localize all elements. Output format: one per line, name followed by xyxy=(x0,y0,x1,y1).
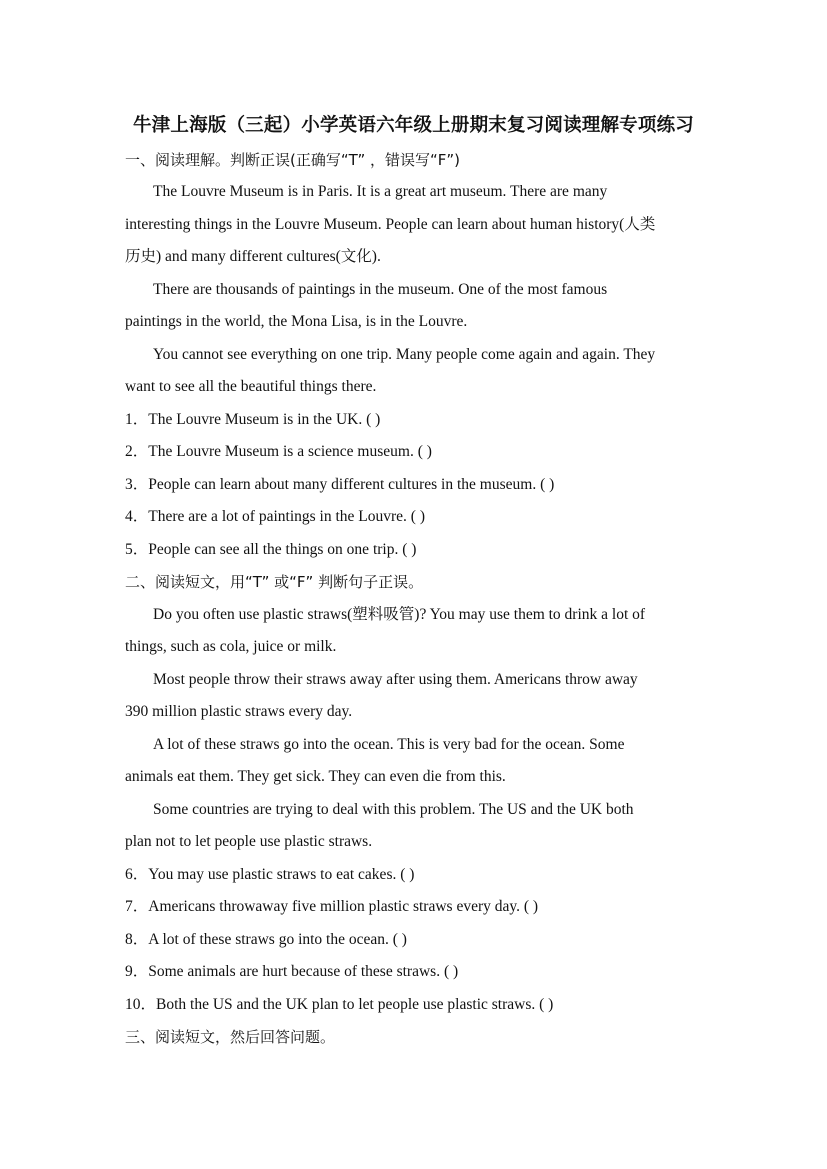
passage-1-line: 历史) and many different cultures(文化). xyxy=(125,248,381,265)
question-9: 9．Some animals are hurt because of these straws. ( ) xyxy=(125,963,459,980)
question-3: 3．People can learn about many different cultures in the museum. ( ) xyxy=(125,476,555,493)
passage-2-line: Some countries are trying to deal with this problem. The US and the UK both xyxy=(153,801,634,818)
passage-2-line: A lot of these straws go into the ocean. This is very bad for the ocean. Some xyxy=(153,736,625,753)
document-title: 牛津上海版（三起）小学英语六年级上册期末复习阅读理解专项练习 xyxy=(132,115,694,136)
passage-1-line: interesting things in the Louvre Museum. People can learn about human history(人类 xyxy=(125,216,656,233)
passage-2-line: plan not to let people use plastic straws. xyxy=(125,833,373,850)
question-7: 7．Americans throwaway five million plastic straws every day. ( ) xyxy=(125,898,539,915)
section-2-heading: 二、阅读短文，用“T” 或“F” 判断句子正误。 xyxy=(125,573,424,591)
passage-2-line: Do you often use plastic straws(塑料吸管)? You may use them to drink a lot of xyxy=(153,606,646,623)
section-1-heading: 一、阅读理解。判断正误(正确写“T” ，错误写“F”) xyxy=(125,151,461,169)
passage-1-line: You cannot see everything on one trip. Many people come again and again. They xyxy=(153,346,656,363)
question-1: 1．The Louvre Museum is in the UK. ( ) xyxy=(125,411,381,428)
question-2: 2．The Louvre Museum is a science museum. ( ) xyxy=(125,443,432,460)
passage-1-line: paintings in the world, the Mona Lisa, is in the Louvre. xyxy=(125,313,468,330)
passage-2-line: things, such as cola, juice or milk. xyxy=(125,638,337,655)
passage-2-line: animals eat them. They get sick. They can even die from this. xyxy=(125,768,506,785)
question-8: 8．A lot of these straws go into the ocean. ( ) xyxy=(125,931,407,948)
passage-2-line: Most people throw their straws away after using them. Americans throw away xyxy=(153,671,638,688)
passage-2-line: 390 million plastic straws every day. xyxy=(125,703,353,720)
section-3-heading: 三、阅读短文，然后回答问题。 xyxy=(125,1028,336,1046)
question-5: 5．People can see all the things on one trip. ( ) xyxy=(125,541,417,558)
passage-1-line: There are thousands of paintings in the museum. One of the most famous xyxy=(153,281,608,298)
question-4: 4．There are a lot of paintings in the Louvre. ( ) xyxy=(125,508,425,525)
passage-1-line: The Louvre Museum is in Paris. It is a great art museum. There are many xyxy=(153,183,608,200)
question-6: 6．You may use plastic straws to eat cakes. ( ) xyxy=(125,866,415,883)
passage-1-line: want to see all the beautiful things there. xyxy=(125,378,377,395)
question-10: 10．Both the US and the UK plan to let people use plastic straws. ( ) xyxy=(125,996,554,1013)
